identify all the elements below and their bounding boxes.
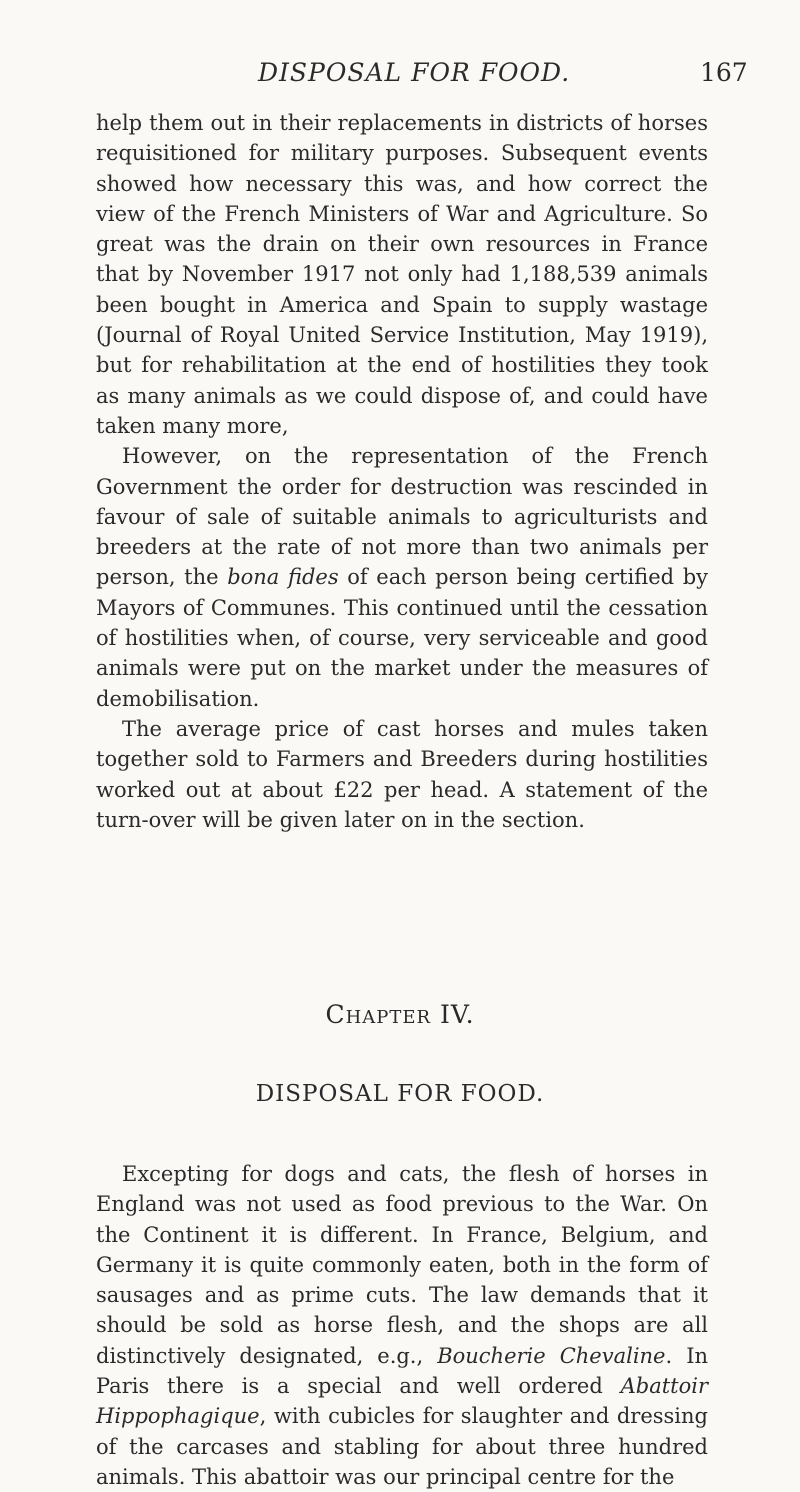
running-head — [0, 58, 800, 94]
body-text-section-1 — [96, 108, 708, 835]
paragraph-text: Excepting for dogs and cats, the flesh of horses in England was not used as food previous to the War. On the Continent it is different. In France, Belgium, and Germany it is quite commonly eaten, both in the form of sausages and as prime cuts. The law demands that it should be sold as horse flesh, and the shops are all distinctively designated, e.g., — [96, 1162, 708, 1368]
running-title: DISPOSAL FOR FOOD. — [258, 58, 571, 87]
chapter-title: DISPOSAL FOR FOOD. — [255, 1081, 545, 1107]
paragraph-average-price — [96, 714, 708, 835]
paragraph-text: The average price of cast horses and mules taken together sold to Farmers and Breeders during hostilities worked out at about £22 per head. A statement of the turn-over will be given later on in the section. — [96, 716, 708, 832]
italic-phrase: Boucherie Chevaline — [437, 1343, 666, 1368]
paragraph-text: . In Paris there is a special and well ordered — [96, 1343, 709, 1399]
chapter-label: Chapter IV. — [325, 1000, 475, 1029]
body-text-section-2 — [96, 1159, 708, 1492]
paragraph-text: However, on the representation of the French Government the order for destruction was rescinded in favour of sale of suitable animals to agriculturists and breeders at the rate of not more than two animals per person, the — [96, 444, 708, 590]
paragraph-text: help them out in their replacements in districts of horses requisitioned for military purposes. Subsequent events showed how necessary this was, and how correct the view of the French Ministers of War and Agriculture. So great was the drain on their own resources in France that by November 1917 not only had 1,188,539 animals been bought in America and Spain to supply wastage (Journal of Royal United Service Institution, May 1919), but for rehabilitation at the end of hostilities they took as many animals as we could dispose of, and could have taken many more, — [96, 111, 708, 438]
paragraph-horse-flesh — [96, 1159, 708, 1492]
paragraph-text: , with cubicles for slaughter and dressing of the carcases and stabling for about three hundred animals. This abattoir was our principal centre for the — [96, 1404, 708, 1489]
italic-phrase: Abattoir Hippophagique — [96, 1374, 708, 1429]
paragraph-text: of each person being certified by Mayors of Communes. This continued until the cessation of hostilities when, of course, very serviceable and good animals were put on the market under the measures of demobilisation. — [96, 565, 708, 711]
italic-phrase: bona fides — [227, 565, 339, 590]
paragraph-continued — [96, 108, 708, 441]
paragraph-bona-fides — [96, 441, 708, 714]
page-number: 167 — [700, 58, 748, 87]
